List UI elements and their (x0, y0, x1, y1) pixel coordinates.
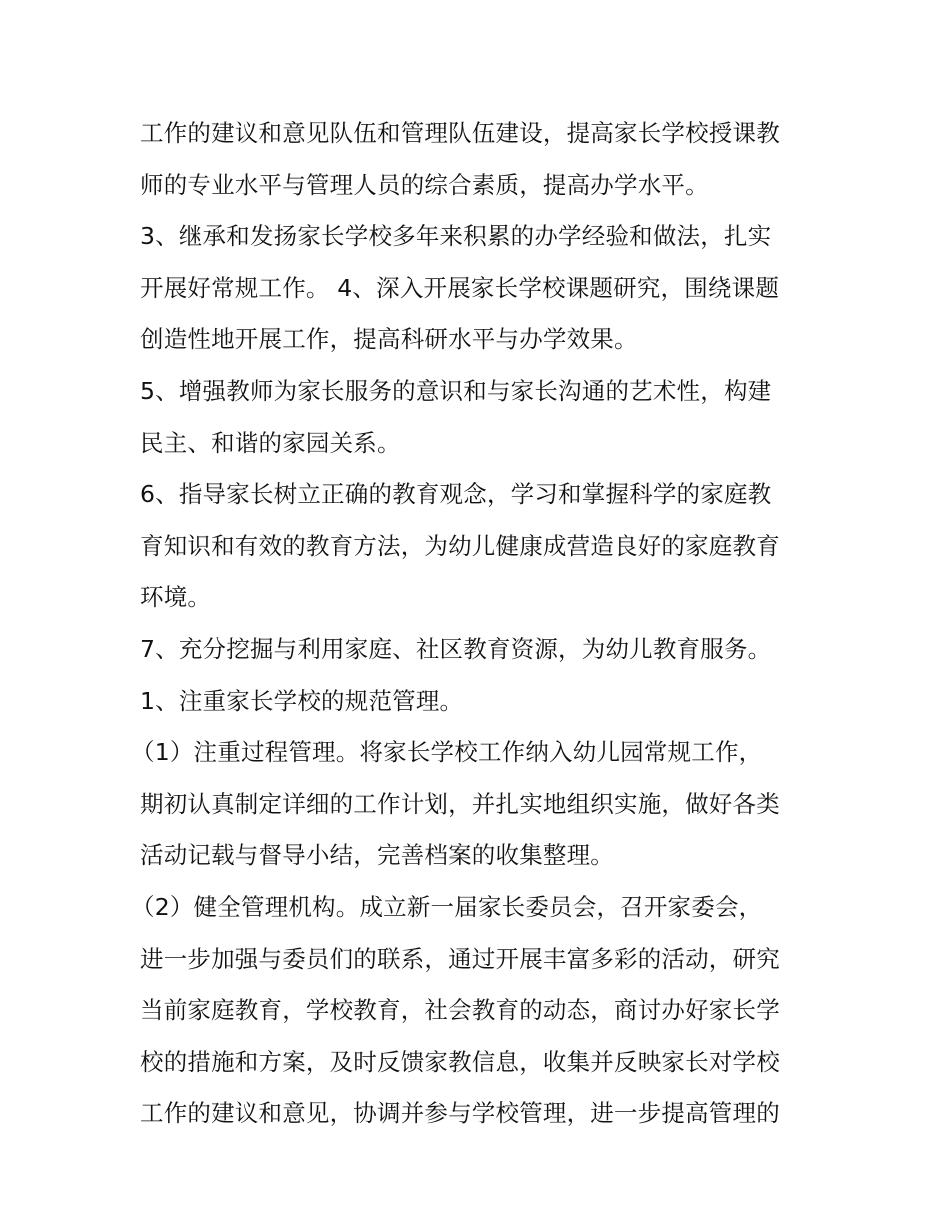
text-line: 1、注重家长学校的规范管理。 (140, 686, 464, 715)
text-line: 6、指导家长树立正确的教育观念，学习和掌握科学的家庭教 (140, 480, 772, 509)
text-line: （1）注重过程管理。将家长学校工作纳入幼儿园常规工作， (131, 738, 763, 767)
text-line: 5、增强教师为家长服务的意识和与家长沟通的艺术性，构建 (140, 376, 772, 405)
text-line: 环境。 (140, 583, 212, 612)
text-line: 活动记载与督导小结，完善档案的收集整理。 (140, 841, 614, 870)
text-line: 民主、和谐的家园关系。 (140, 428, 401, 457)
text-line: 3、继承和发扬家长学校多年来积累的办学经验和做法，扎实 (140, 222, 772, 251)
document-body (131, 108, 820, 1140)
text-line: （2）健全管理机构。成立新一届家长委员会，召开家委会， (131, 892, 763, 921)
text-line: 工作的建议和意见队伍和管理队伍建设，提高家长学校授课教 (140, 119, 780, 147)
text-line: 当前家庭教育，学校教育，社会教育的动态，商讨办好家长学 (140, 996, 780, 1025)
text-line: 开展好常规工作。 4、深入开展家长学校课题研究，围绕课题 (140, 273, 780, 302)
text-line: 进一步加强与委员们的联系，通过开展丰富多彩的活动，研究 (140, 944, 780, 973)
text-line: 师的专业水平与管理人员的综合素质，提高办学水平。 (140, 170, 709, 199)
text-line: 7、充分挖掘与利用家庭、社区教育资源，为幼儿教育服务。 (140, 634, 772, 663)
text-line: 创造性地开展工作，提高科研水平与办学效果。 (140, 325, 638, 354)
text-line: 校的措施和方案，及时反馈家教信息，收集并反映家长对学校 (140, 1047, 780, 1076)
text-line: 工作的建议和意见，协调并参与学校管理，进一步提高管理的 (140, 1099, 780, 1128)
text-line: 期初认真制定详细的工作计划，并扎实地组织实施，做好各类 (140, 789, 780, 818)
text-line: 育知识和有效的教育方法，为幼儿健康成营造良好的家庭教育 (140, 531, 780, 560)
